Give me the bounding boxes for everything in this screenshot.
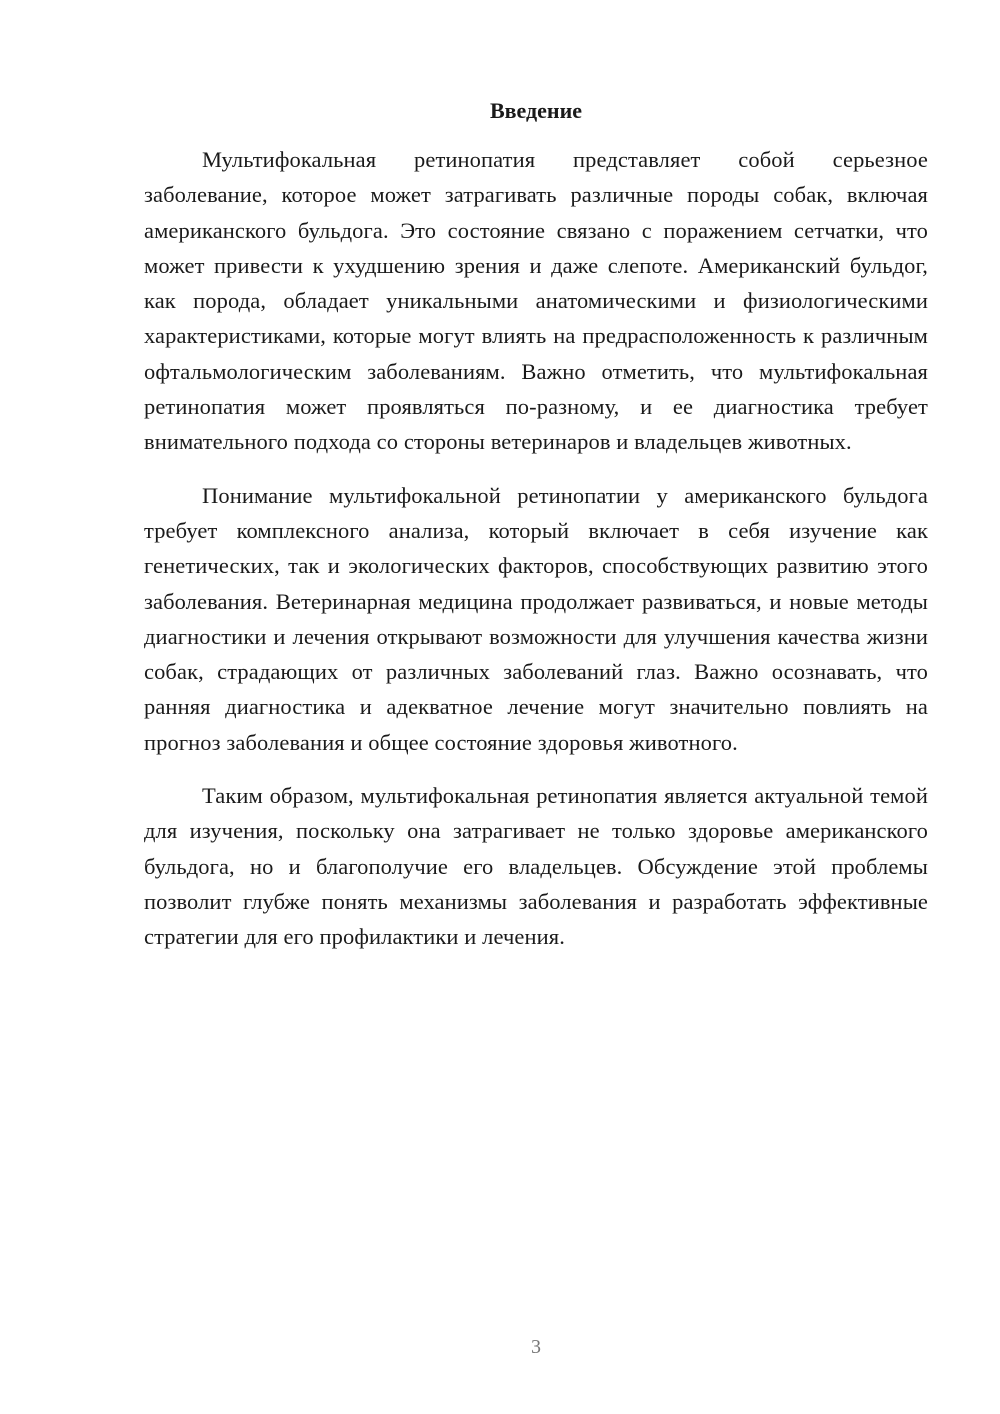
page-number: 3: [531, 1336, 541, 1358]
paragraph-3: Таким образом, мультифокальная ретинопатия является актуальной темой для изучения, поскольку она затрагивает не только здоровье американского бульдога, но и благополучие его владельцев. Обсуждение этой проблемы позволит глубже понять механизмы заболевания и разработать эффективные стратегии для его профилактики и лечения.: [144, 783, 928, 950]
body-text: [144, 142, 928, 973]
paragraph-1: Мультифокальная ретинопатия представляет собой серьезное заболевание, которое может затрагивать различные породы собак, включая американского бульдога. Это состояние связано с поражением сетчатки, что может привести к ухудшению зрения и даже слепоте. Американский бульдог, как порода, обладает уникальными анатомическими и физиологическими характеристиками, которые могут влиять на предрасположенность к различным офтальмологическим заболеваниям. Важно отметить, что мультифокальная ретинопатия может проявляться по-разному, и ее диагностика требует внимательного подхода со стороны ветеринаров и владельцев животных.: [144, 147, 928, 455]
section-title: Введение: [489, 98, 583, 123]
paragraph-2: Понимание мультифокальной ретинопатии у американского бульдога требует комплексного анализа, который включает в себя изучение как генетических, так и экологических факторов, способствующих развитию этого заболевания. Ветеринарная медицина продолжает развиваться, и новые методы диагностики и лечения открывают возможности для улучшения качества жизни собак, страдающих от различных заболеваний глаз. Важно осознавать, что ранняя диагностика и адекватное лечение могут значительно повлиять на прогноз заболевания и общее состояние здоровья животного.: [144, 482, 928, 755]
